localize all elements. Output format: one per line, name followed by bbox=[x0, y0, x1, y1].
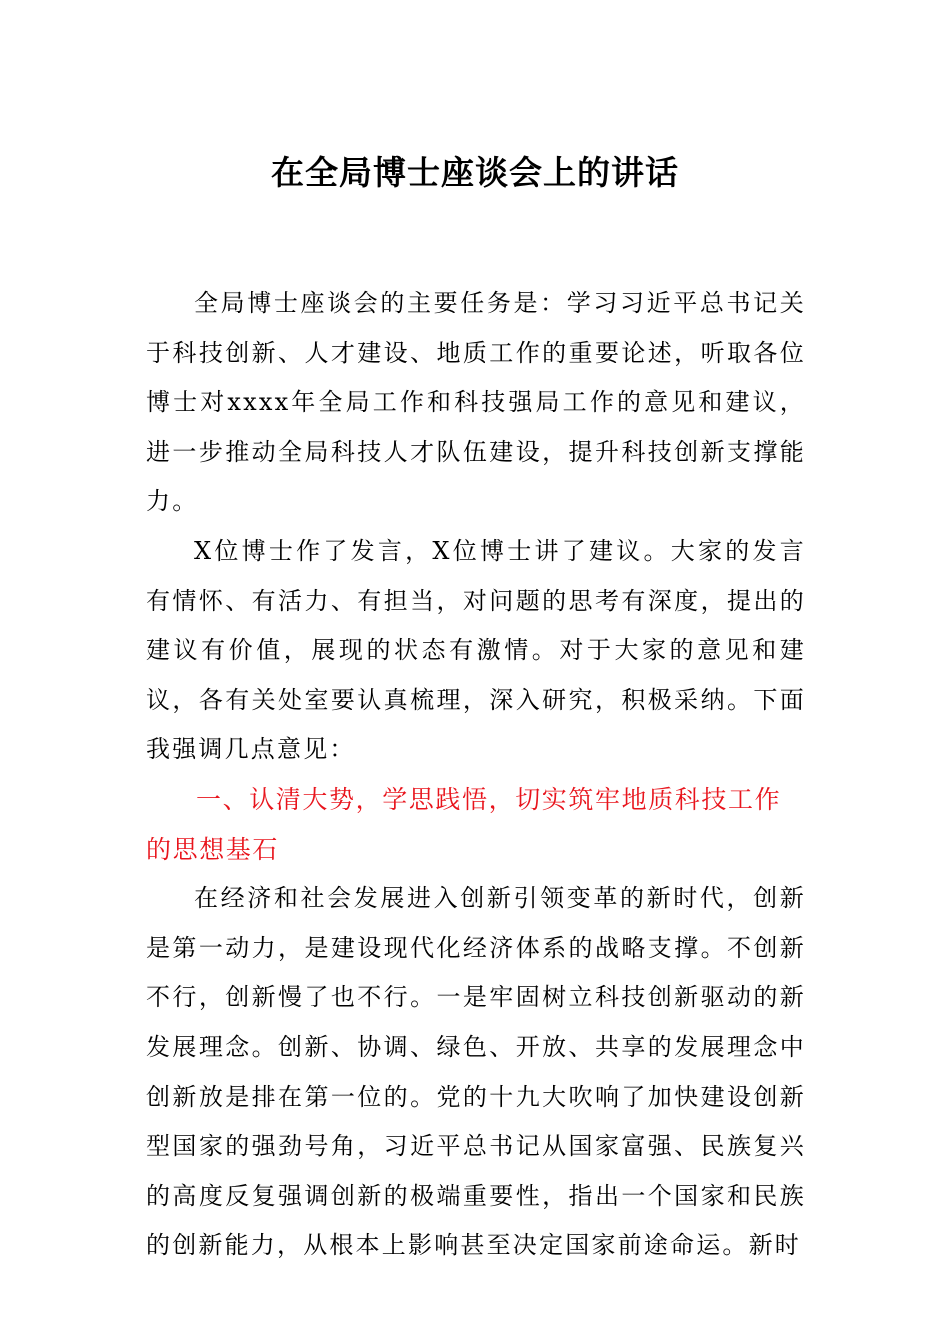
document-body bbox=[146, 279, 806, 1271]
intro-paragraph: 全局博士座谈会的主要任务是：学习习近平总书记关于科技创新、人才建设、地质工作的重要论述，听取各位博士对xxxx年全局工作和科技强局工作的意见和建议，进一步推动全局科技人才队伍建设，提升科技创新支撑能力。 bbox=[146, 289, 806, 516]
document-title: 在全局博士座谈会上的讲话 bbox=[271, 153, 679, 192]
section-heading: 一、认清大势，学思践悟，切实筑牢地质科技工作的思想基石 bbox=[146, 784, 782, 864]
section-paragraph: 在经济和社会发展进入创新引领变革的新时代，创新是第一动力，是建设现代化经济体系的战略支撑。不创新不行，创新慢了也不行。一是牢固树立科技创新驱动的新发展理念。创新、协调、绿色、开放、共享的发展理念中创新放是排在第一位的。党的十九大吹响了加快建设创新型国家的强劲号角，习近平总书记从国家富强、民族复兴的高度反复强调创新的极端重要性，指出一个国家和民族的创新能力，从根本上影响甚至决定国家前途命运。新时 bbox=[146, 884, 806, 1260]
remarks-paragraph: X位博士作了发言，X位博士讲了建议。大家的发言有情怀、有活力、有担当，对问题的思考有深度，提出的建议有价值，展现的状态有激情。对于大家的意见和建议，各有关处室要认真梳理，深入研究，积极采纳。下面我强调几点意见： bbox=[146, 536, 806, 764]
